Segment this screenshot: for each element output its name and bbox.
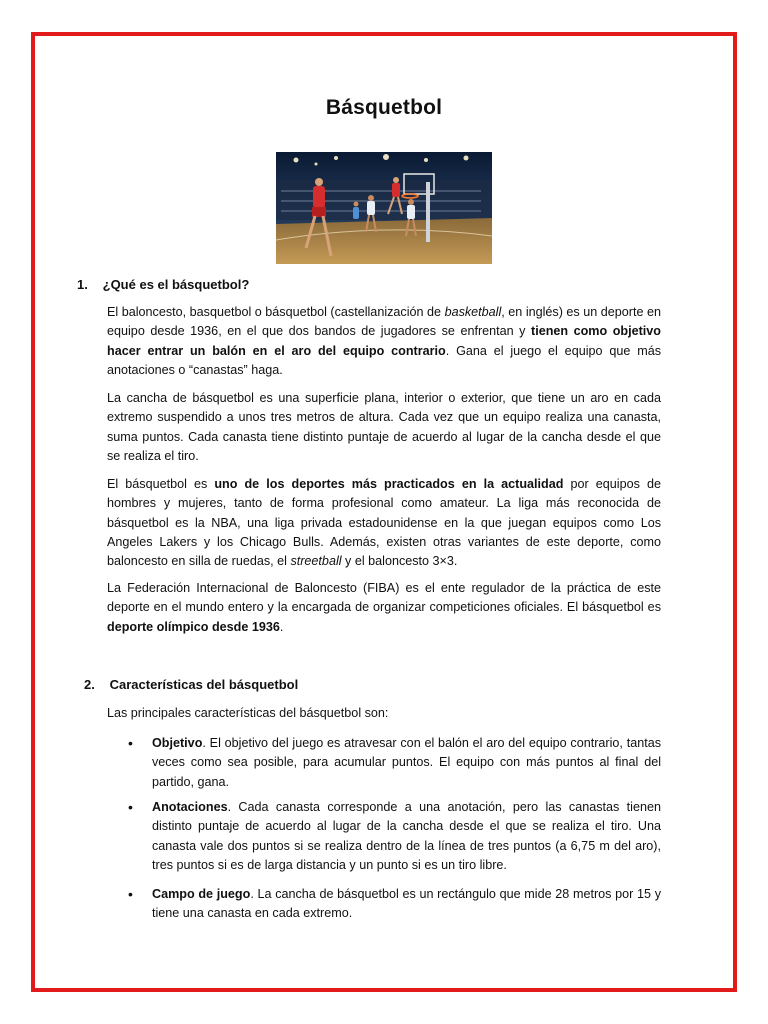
text-run: streetball (290, 554, 342, 569)
text-run: tienen como objetivo hacer entrar un balón en el aro del equipo contrario (107, 324, 661, 358)
text-run: por equipos de hombres y mujeres, tanto de forma profesional como amateur. La liga más reconocida de básquetbol es la NBA, una liga privada estadounidense en la que juegan equipos como Los Angeles Lakers y los Chicago Bulls. Además, existen otras variantes de este deporte, como baloncesto en silla de ruedas, el (107, 477, 661, 569)
section1-paragraph-1 (107, 303, 661, 380)
text-run: El básquetbol es (107, 477, 215, 491)
text-run: basketball (444, 305, 502, 319)
text-run: . Cada canasta corresponde a una anotación, pero las canastas tienen distinto puntaje de acuerdo al lugar de la cancha desde el que se realiza el tiro. Una canasta vale dos puntos si se realiza dentro de la línea de tres puntos (a 6,75 m del aro), tres puntos si es de larga distancia y un punto si es un tiro libre. (152, 800, 661, 872)
bullet-marker: • (128, 886, 133, 902)
section1-paragraph-4 (107, 579, 661, 637)
text-run: y el baloncesto 3×3. (341, 554, 458, 569)
text-run: Anotaciones (152, 800, 228, 814)
section1-heading (77, 277, 249, 292)
text-run: . Gana el juego el equipo que más anotaciones o “canastas” haga. (107, 343, 662, 377)
text-run: La Federación Internacional de Baloncesto (FIBA) es el ente regulador de la práctica de este deporte en el mundo entero y la encargada de organizar competiciones oficiales. El básquetbol es (107, 581, 661, 615)
text-run: El baloncesto, basquetbol o básquetbol (castellanización de (107, 305, 445, 319)
section2-intro: Las principales características del básquetbol son: (107, 706, 389, 720)
bullet-anotaciones (152, 798, 661, 875)
section1-heading-text: ¿Qué es el básquetbol? (102, 277, 250, 292)
text-run: uno de los deportes más practicados en la actualidad (214, 477, 564, 491)
bullet-marker: • (128, 799, 133, 815)
text-run: . El objetivo del juego es atravesar con el balón el aro del equipo contrario, tantas veces como sea posible, para acumular puntos. El equipo con más puntos al final del partido, gana. (152, 736, 661, 789)
text-run: . (279, 619, 284, 634)
section2-number: 2. (84, 677, 95, 692)
bullet-campo-de-juego (152, 885, 661, 924)
page-title: Básquetbol (325, 96, 443, 119)
bullet-objetivo (152, 734, 661, 792)
section1-paragraph-2 (107, 389, 661, 466)
text-run: Objetivo (152, 736, 203, 750)
text-run: , en inglés) es un deporte en equipo desde 1936, en el que dos bandos de jugadores se enfrentan y (107, 305, 661, 339)
section1-paragraph-3 (107, 475, 661, 571)
section2-heading (84, 677, 298, 692)
text-run: La cancha de básquetbol es una superficie plana, interior o exterior, que tiene un aro en cada extremo suspendido a unos tres metros de altura. Cada vez que un equipo realiza una canasta, suma puntos. Cada canasta tiene distinto puntaje de acuerdo al lugar de la cancha desde el que se realiza el tiro. (107, 391, 661, 463)
text-run: . La cancha de básquetbol es un rectángulo que mide 28 metros por 15 y tiene una canasta en cada extremo. (152, 887, 661, 921)
bullet-marker: • (128, 735, 133, 751)
basketball-photo (276, 152, 492, 264)
text-run: deporte olímpico desde 1936 (107, 619, 280, 634)
section1-number: 1. (77, 277, 88, 292)
section2-heading-text: Características del básquetbol (109, 677, 299, 692)
text-run: Campo de juego (152, 887, 251, 901)
